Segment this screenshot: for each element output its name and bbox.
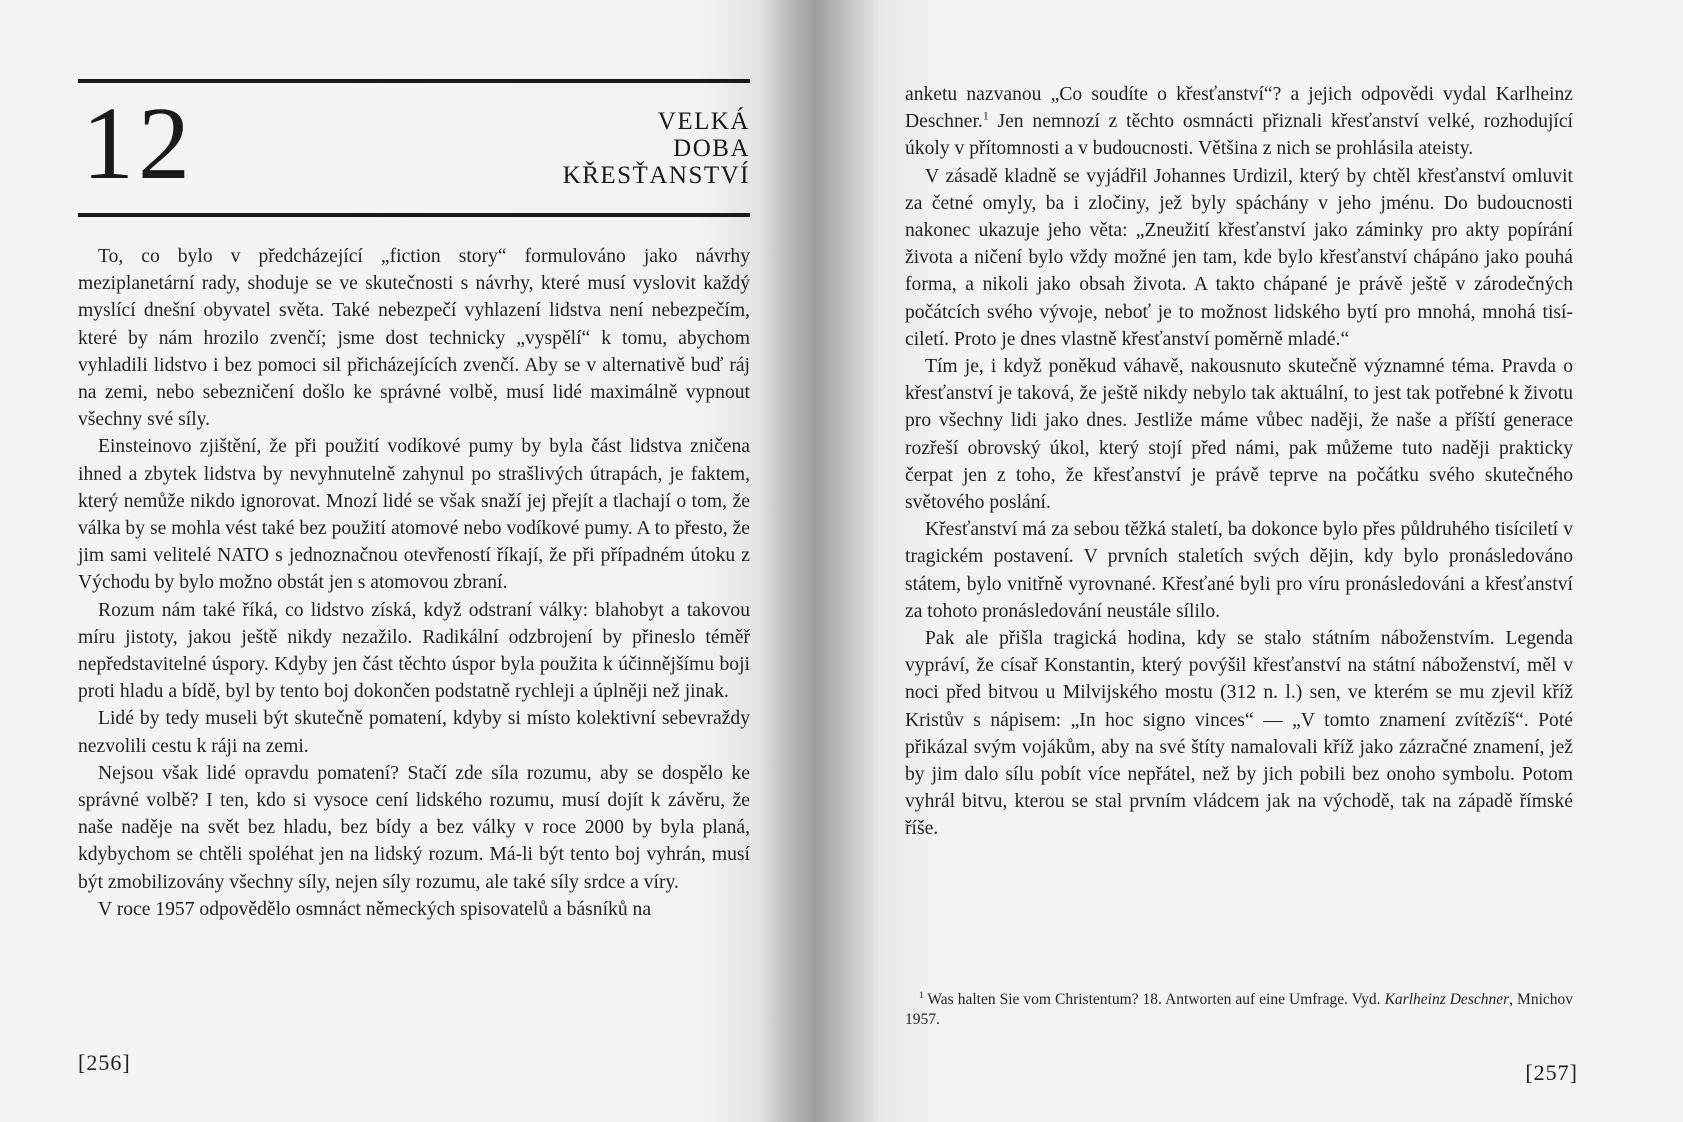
right-page bbox=[815, 0, 1683, 1122]
footnote bbox=[905, 990, 1573, 1030]
paragraph: To, co bylo v předcházející „fiction story“ formulováno jako návrhy meziplanetární rady, shoduje se ve skutečnosti s návrhy, které musí vyslovit každý myslící dnešní obyvatel světa. Také nebezpečí vyhlazení lidstva není nebezpečím, které by nám hrozilo zvenčí; jsme dost technicky „vyspělí“ k tomu, abychom vyhladili lidstvo i bez pomoci sil přicházejících zvenčí. Aby se v alternativě buď ráj na zemi, nebo sebezničení došlo ke správné volbě, musí lidé maximálně vypnout všechny své síly. bbox=[78, 246, 750, 431]
left-page-body bbox=[78, 243, 750, 923]
paragraph-continued bbox=[905, 81, 1573, 163]
footnote-author: Karlheinz Deschner bbox=[1384, 991, 1510, 1008]
paragraph: Křesťanství má za sebou těžká staletí, ba dokonce bylo přes půldruhého tisíciletí v tragickém postavení. V prvních staletích svých dějin, kdy bylo pronásledováno státem, bylo vnitřně vyrovnané. Křesťané byli pro víru pronásledováni a křesťanství za tohoto pronásledování neustále sílilo. bbox=[905, 519, 1573, 622]
chapter-title-line: KŘESŤANSTVÍ bbox=[562, 162, 750, 189]
continued-text: anketu nazvanou „Co soudíte o křesťanství“? a jejich odpovědi vydal Karlheinz Deschner. bbox=[905, 84, 1573, 133]
footnote-text: Was halten Sie vom Christentum? 18. Antworten auf eine Umfrage. Vyd. bbox=[923, 991, 1385, 1008]
page-number-left: [256] bbox=[78, 1050, 131, 1075]
continued-text: Jen nemnozí z těchto osmnácti přiznali křesťanství velké, rozhodující úkoly v přítomnosti a v budoucnosti. Většina z nich se prohlásila ateisty. bbox=[905, 111, 1573, 160]
paragraph: V roce 1957 odpovědělo osmnáct německých spisovatelů a básníků na bbox=[98, 898, 652, 920]
page-number-right: [257] bbox=[1525, 1060, 1578, 1085]
paragraph: Lidé by tedy museli být skutečně pomatení, kdyby si místo kolektivní sebevraždy nezvolili cestu k ráji na zemi. bbox=[78, 708, 750, 757]
paragraph: V zásadě kladně se vyjádřil Johannes Urdizil, který by chtěl křesťanství omluvit za četné omyly, ba i zločiny, jež byly spáchány v jeho jménu. Do budoucnosti nakonec ukazuje jeho věta: „Zneužití křesťanství jako záminky pro akty popírání života a ničení bylo vždy možné jen tam, kde bylo křesťanství chápáno jako pouhá forma, a nikoli jako obsah života. A takto chápané je právě ještě v zárodečných počátcích svého vývoje, neboť je to možnost lidského bytí pro mnohá, mnohá tisíciletí. Proto je dnes vlastně křesťanství poměrně mladé.“ bbox=[905, 165, 1573, 350]
footnote-reference[interactable]: 1 bbox=[982, 109, 989, 123]
right-page-body bbox=[905, 81, 1573, 843]
paragraph: Rozum nám také říká, co lidstvo získá, když odstraní války: blahobyt a takovou míru jistoty, jakou ještě nikdy nezažilo. Radikální odzbrojení by přineslo téměř nepředstavitelné úspory. Kdyby jen část těchto úspor byla použita k účinnějšímu boji proti hladu a bídě, byl by tento boj dokončen podstatně rychleji a úplněji než jinak. bbox=[78, 599, 750, 703]
paragraph: Nejsou však lidé opravdu pomatení? Stačí zde síla rozumu, aby se dospělo ke správné volbě? I ten, kdo si vysoce cení lidského rozumu, musí dojít k závěru, že naše naděje na svět bez hladu, bez bídy a bez války v roce 2000 by byla planá, kdybychom se chtěli spoléhat jen na lidský rozum. Má-li být tento boj vyhrán, musí být zmobilizovány všechny síly, nejen síly rozumu, ale také síly srdce a víry. bbox=[78, 762, 750, 893]
chapter-title-line: VELKÁ bbox=[657, 108, 750, 135]
chapter-rule-bottom bbox=[78, 213, 750, 217]
chapter-rule-top bbox=[78, 79, 750, 83]
chapter-title-line: DOBA bbox=[673, 135, 750, 162]
chapter-title bbox=[563, 108, 750, 189]
paragraph: Einsteinovo zjištění, že při použití vodíkové pumy by byla část lidstva zničena ihned a zbytek lidstva by nevyhnutelně zahynul po strašlivých útrapách, je faktem, který nemůže nikdo ignorovat. Mnozí lidé se však snaží jej přejít a tlachají o tom, že válka by se mohla vést také bez použití atomové nebo vodíkové pumy. A to přesto, že jim sami velitelé NATO s jednoznačnou otevřeností říkají, že při případném útoku z Východu by bylo možno obstát jen s atomovou zbraní. bbox=[78, 436, 750, 594]
chapter-number: 12 bbox=[82, 86, 194, 201]
footnote-marker: 1 bbox=[919, 990, 924, 1001]
paragraph: Tím je, i když poněkud váhavě, nakousnuto skutečně významné téma. Pravda o křesťanství je taková, že ještě nikdy nebylo tak aktuální, to jest tak potřebné k životu pro všechny lidi jako dnes. Jestliže máme vůbec naději, že naše a příští generace rozřeší obrovský úkol, který stojí před námi, pak můžeme tuto naději prakticky čerpat jen z toho, že křesťanství je právě teprve na počátku svého skutečného světového poslání. bbox=[905, 356, 1573, 514]
left-page bbox=[0, 0, 815, 1122]
footnote-text: , Mnichov 1957. bbox=[905, 991, 1574, 1028]
paragraph: Pak ale přišla tragická hodina, kdy se stalo státním náboženstvím. Legenda vypráví, že císař Konstantin, který povýšil křesťanství na státní náboženství, měl v noci před bitvou u Milvijského mostu (312 n. l.) sen, ve kterém se mu zjevil kříž Kristův s nápisem: „In hoc signo vinces“ — „V tomto znamení zvítězíš“. Poté přikázal svým vojákům, aby na své štíty namalovali kříž jako zázračné znamení, jež by jim dalo sílu pobít více nepřátel, než by jich pobili bez onoho symbolu. Potom vyhrál bitvu, kterou se stal prvním vládcem jak na východě, tak na západě římské říše. bbox=[905, 628, 1573, 840]
